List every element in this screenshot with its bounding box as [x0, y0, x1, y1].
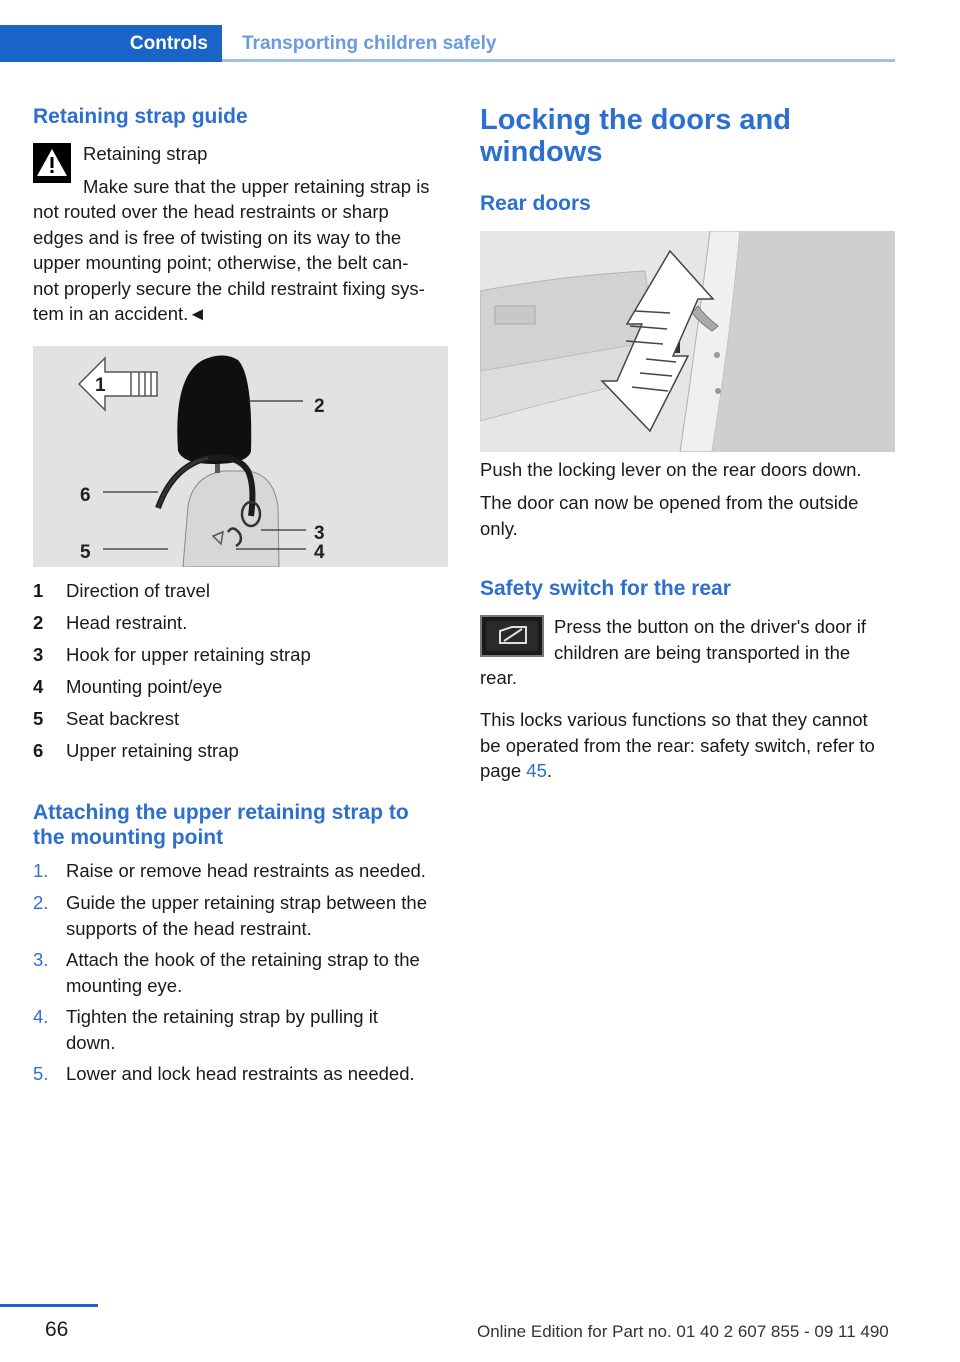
step-line: Tighten the retaining strap by pulling it — [66, 1006, 378, 1027]
heading-retaining-strap-guide: Retaining strap guide — [33, 105, 248, 128]
paragraph-door-opened — [480, 490, 896, 541]
warning-line: not routed over the head restraints or sharp — [33, 201, 389, 222]
step-line: Raise or remove head restraints as needed. — [66, 860, 426, 881]
step-text — [66, 1061, 450, 1087]
page-number: 66 — [45, 1318, 69, 1341]
step-line: Attach the hook of the retaining strap to the — [66, 949, 420, 970]
legend-text: Seat backrest — [66, 708, 180, 729]
heading-line: Locking the doors and — [480, 104, 791, 136]
header-rule — [222, 59, 895, 62]
warning-icon — [33, 143, 71, 188]
figure-label: 5 — [80, 542, 91, 563]
warning-text-body — [33, 199, 450, 327]
warning-line: edges and is free of twisting on its way to the — [33, 226, 402, 248]
figure-label: 3 — [314, 523, 325, 544]
heading-attaching-strap — [33, 800, 409, 850]
step-number: 3. — [33, 949, 49, 970]
warning-line: tem in an accident.◄ — [33, 303, 207, 324]
legend-text: Head restraint. — [66, 612, 188, 633]
page-header — [0, 25, 895, 62]
paragraph-push-lever: Push the locking lever on the rear doors down. — [480, 459, 862, 480]
legend-number: 4 — [33, 676, 44, 697]
safety-switch-text-end: rear. — [480, 667, 518, 688]
warning-title: Retaining strap — [83, 143, 208, 164]
heading-line: Attaching the upper retaining strap to — [33, 801, 409, 824]
step-number: 4. — [33, 1006, 49, 1027]
paragraph-line: The door can now be opened from the outside — [480, 492, 859, 513]
head-restraint-figure — [33, 346, 448, 567]
paragraph-locks-functions — [480, 707, 898, 784]
paragraph-line: only. — [480, 517, 518, 539]
paragraph-line: children are being transported in the — [554, 641, 851, 663]
legend-text: Mounting point/eye — [66, 676, 223, 697]
heading-line: the mounting point — [33, 826, 224, 849]
rear-door-figure — [480, 231, 895, 452]
paragraph-line: Press the button on the driver's door if — [554, 616, 867, 637]
figure-label: 2 — [314, 396, 325, 417]
legend-text: Direction of travel — [66, 580, 210, 601]
figure-label: 4 — [314, 542, 325, 563]
heading-safety-switch: Safety switch for the rear — [480, 577, 731, 600]
page-ref-suffix: . — [546, 760, 553, 781]
step-number: 5. — [33, 1063, 49, 1084]
step-number: 2. — [33, 892, 49, 913]
paragraph-line: be operated from the rear: safety switch, refer to — [480, 734, 875, 756]
step-line: Lower and lock head restraints as needed. — [66, 1063, 415, 1084]
paragraph-line: This locks various functions so that they cannot — [480, 709, 868, 730]
step-text — [66, 1004, 450, 1055]
step-number: 1. — [33, 860, 49, 881]
figure-label: 6 — [80, 485, 91, 506]
safety-switch-icon — [480, 615, 544, 657]
step-line: mounting eye. — [66, 974, 183, 996]
step-text — [66, 890, 450, 941]
step-text — [66, 947, 450, 998]
heading-rear-doors: Rear doors — [480, 192, 591, 215]
step-text — [66, 858, 450, 884]
chapter-title[interactable]: Transporting children safely — [242, 33, 497, 54]
paragraph-line — [480, 758, 898, 784]
step-line: supports of the head restraint. — [66, 917, 312, 939]
page-link[interactable]: 45 — [526, 760, 547, 781]
heading-line: windows — [480, 136, 603, 168]
edition-note: Online Edition for Part no. 01 40 2 607 855 - 09 11 490 — [477, 1322, 889, 1341]
legend-number: 1 — [33, 580, 44, 601]
warning-line: not properly secure the child restraint fixing sys- — [33, 277, 425, 299]
legend-number: 2 — [33, 612, 44, 633]
legend-number: 6 — [33, 740, 44, 761]
legend-number: 3 — [33, 644, 44, 665]
section-tab[interactable]: Controls — [0, 25, 222, 62]
warning-line: upper mounting point; otherwise, the belt can- — [33, 252, 409, 273]
page-ref-prefix: page — [480, 760, 527, 781]
legend-text: Upper retaining strap — [66, 740, 239, 761]
safety-switch-text — [554, 614, 896, 665]
footer-rule — [0, 1304, 98, 1307]
step-line: down. — [66, 1031, 116, 1053]
step-line: Guide the upper retaining strap between the — [66, 892, 427, 913]
legend-text: Hook for upper retaining strap — [66, 644, 311, 665]
figure-label: 1 — [95, 375, 106, 396]
legend-number: 5 — [33, 708, 44, 729]
heading-locking-doors — [480, 104, 791, 168]
warning-text-first-line: Make sure that the upper retaining strap is — [83, 176, 430, 197]
